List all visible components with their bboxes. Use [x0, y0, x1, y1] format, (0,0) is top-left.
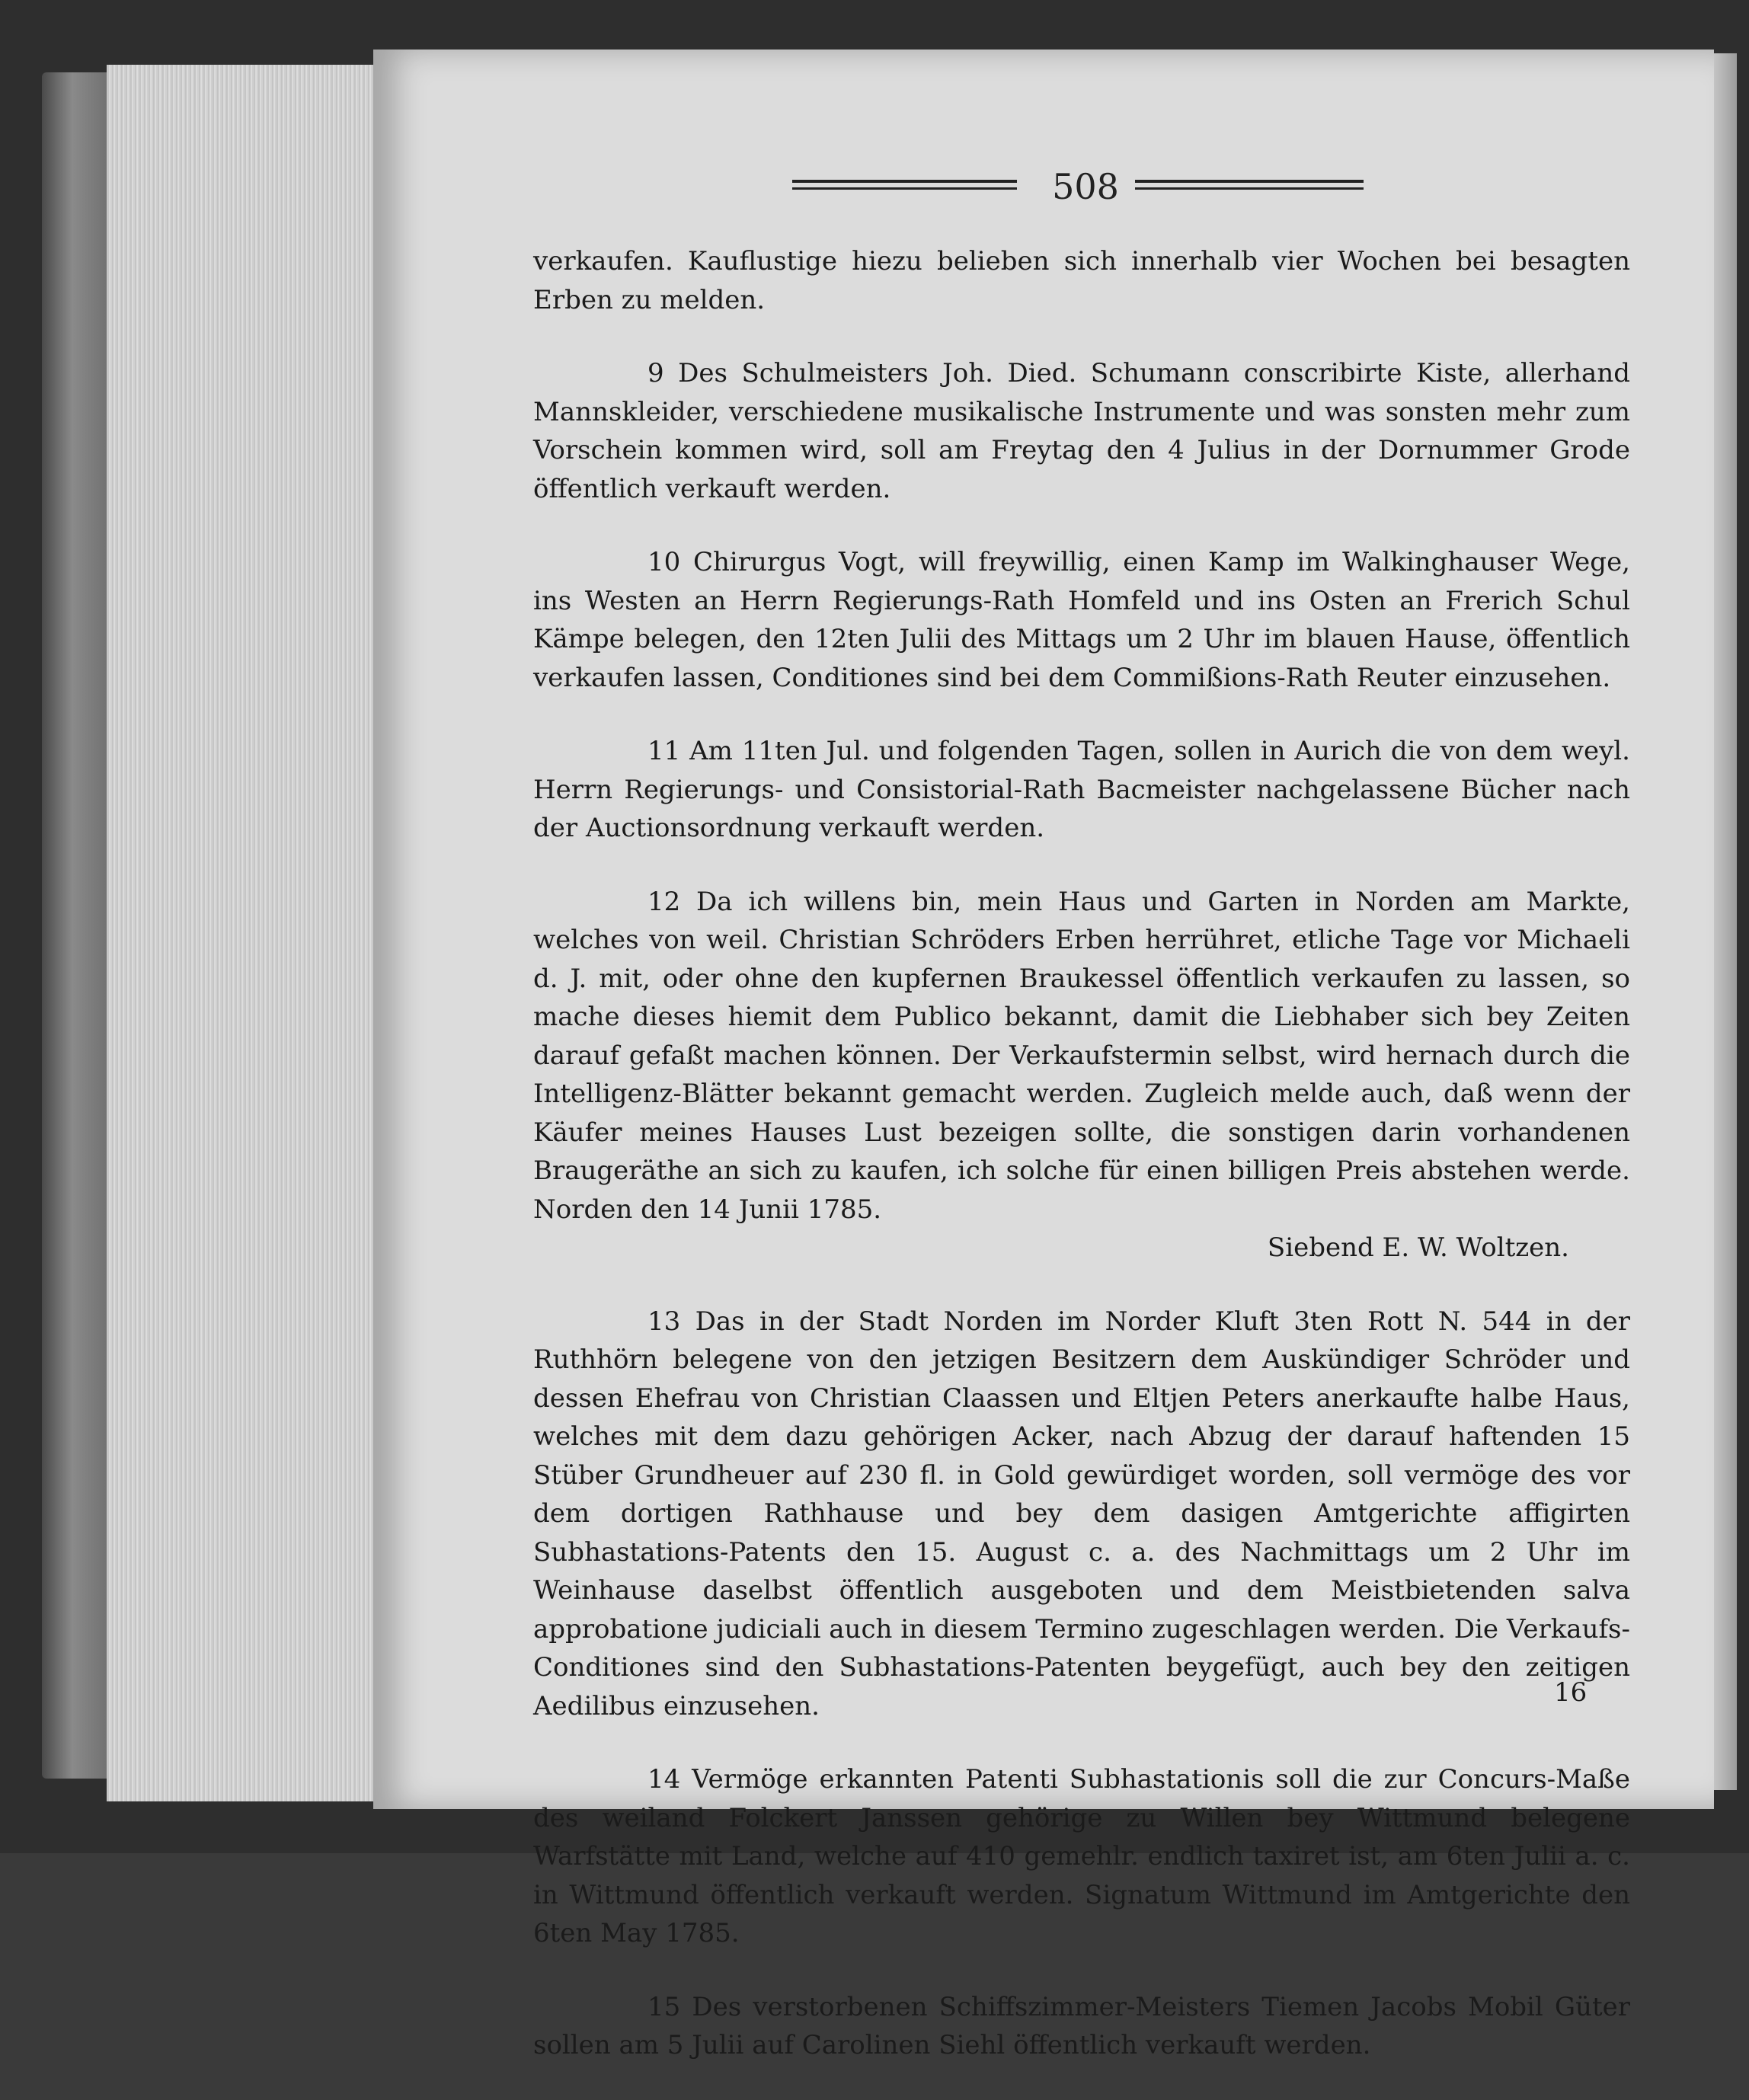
- notice-9: 9 Des Schulmeisters Joh. Died. Schumann conscribirte Kiste, allerhand Mannskleider, verschiedene musikalische Instrumente und was sonsten mehr zum Vorschein kommen wird, soll am Freytag den 4 Julius in der Dornummer Grode öffentlich verkauft werden.: [533, 358, 1630, 504]
- header-rule-left: [792, 180, 1017, 192]
- notice-10: 10 Chirurgus Vogt, will freywillig, einen Kamp im Walkinghauser Wege, ins Westen an Herrn Regierungs-Rath Homfeld und ins Osten an Frerich Schul Kämpe belegen, den 12ten Julii des Mittags um 2 Uhr im blauen Hause, öffentlich verkaufen lassen, Conditiones sind bei dem Commißions-Rath Reuter einzusehen.: [533, 547, 1630, 693]
- paragraph-continuation: verkaufen. Kauflustige hiezu belieben sich innerhalb vier Wochen bei besagten Erben zu melden.: [533, 246, 1630, 315]
- page-header: [792, 166, 1364, 212]
- notice-13: 13 Das in der Stadt Norden im Norder Kluft 3ten Rott N. 544 in der Ruthhörn belegene von den jetzigen Besitzern dem Auskündiger Schröder und dessen Ehefrau von Christian Claassen und Eltjen Peters anerkaufte halbe Haus, welches mit dem dazu gehörigen Acker, nach Abzug der darauf haftenden 15 Stüber Grundheuer auf 230 fl. in Gold gewürdiget worden, soll vermöge des vor dem dortigen Rathhause und bey dem dasigen Amtgerichte affigirten Subhastations-Patents den 15. August c. a. des Nachmittags um 2 Uhr im Weinhause daselbst öffentlich ausgeboten und dem Meistbietenden salva approbatione judiciali auch in diesem Termino zugeschlagen werden. Die Verkaufs-Conditiones sind den Subhastations-Patenten beygefügt, auch bey den zeitigen Aedilibus einzusehen.: [533, 1306, 1630, 1721]
- notice-12-signature: Siebend E. W. Woltzen.: [1267, 1232, 1569, 1263]
- page-right-edge: [1714, 53, 1737, 1790]
- notice-12: 12 Da ich willens bin, mein Haus und Garten in Norden am Markte, welches von weil. Christian Schröders Erben herrühret, etliche Tage vor Michaeli d. J. mit, oder ohne den kupfernen Braukessel öffentlich verkaufen zu lassen, so mache dieses hiemit dem Publico bekannt, damit die Liebhaber sich bey Zeiten darauf gefaßt machen können. Der Verkaufstermin selbst, wird hernach durch die Intelligenz-Blätter bekannt gemacht werden. Zugleich melde auch, daß wenn der Käufer meines Hauses Lust bezeigen sollte, die sonstigen darin vorhandenen Braugeräthe an sich zu kaufen, ich solche für einen billigen Preis abstehen werde. Norden den 14 Junii 1785.: [533, 886, 1630, 1225]
- page-number: 508: [1052, 166, 1119, 207]
- page-body: [533, 242, 1630, 2100]
- notice-11: 11 Am 11ten Jul. und folgenden Tagen, sollen in Aurich die von dem weyl. Herrn Regierungs- und Consistorial-Rath Bacmeister nachgelassene Bücher nach der Auctionsordnung verkauft werden.: [533, 736, 1630, 843]
- notice-15: 15 Des verstorbenen Schiffszimmer-Meisters Tiemen Jacobs Mobil Güter sollen am 5 Julii auf Carolinen Siehl öffentlich verkauft werden.: [533, 1991, 1630, 2060]
- header-rule-right: [1135, 180, 1364, 192]
- notice-14: 14 Vermöge erkannten Patenti Subhastationis soll die zur Concurs-Maße des weiland Folckert Janssen gehörige zu Willen bey Wittmund belegene Warfstätte mit Land, welche auf 410 gemehlr. endlich taxiret ist, am 6ten Julii a. c. in Wittmund öffentlich verkauft werden. Signatum Wittmund im Amtgerichte den 6ten May 1785.: [533, 1764, 1630, 1948]
- catchword: 16: [1554, 1677, 1588, 1708]
- page-stack-edges: [107, 65, 381, 1801]
